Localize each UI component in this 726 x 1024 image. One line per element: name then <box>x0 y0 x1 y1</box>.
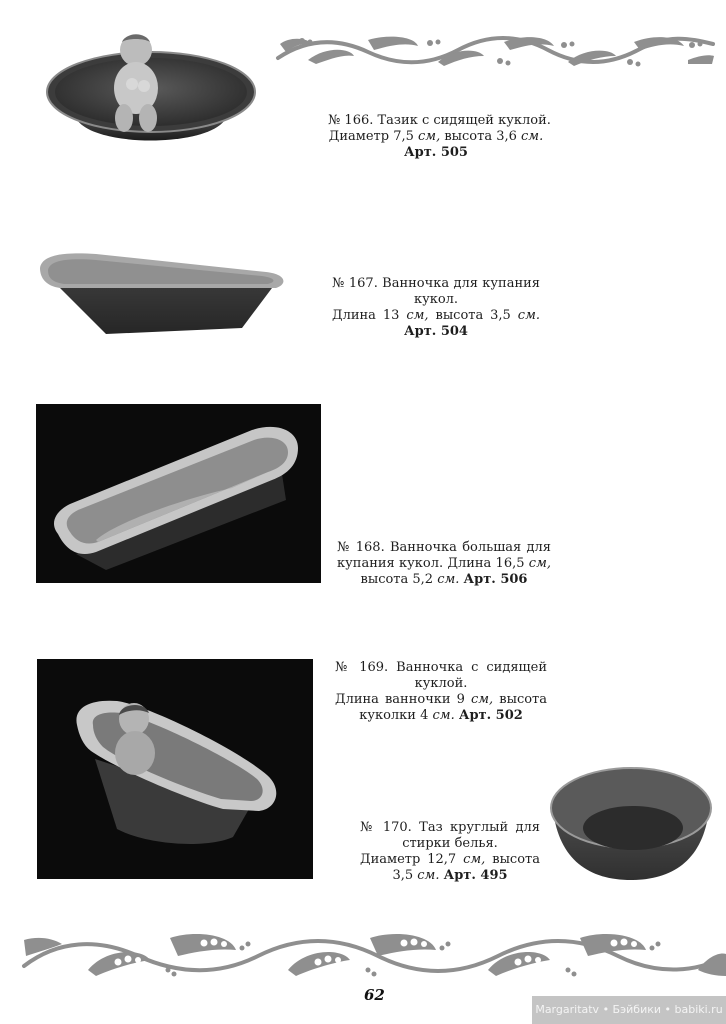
bottom-ornament-border <box>18 926 726 980</box>
item-169-title: № 169. Ванночка с сидящей <box>335 660 547 675</box>
item-168-caption <box>337 540 551 588</box>
item-167-caption <box>332 276 540 340</box>
page-number: 62 <box>364 986 385 1004</box>
item-167-dimensions: Длина 13 см, высота 3,5 см. <box>332 308 540 323</box>
item-170-title: № 170. Таз круглый для <box>360 820 540 835</box>
item-166-dimensions: Диаметр 7,5 см, высота 3,6 см. <box>328 129 544 144</box>
item-166-image <box>36 30 266 155</box>
item-167-title: № 167. Ванночка для купания <box>332 276 540 291</box>
item-169-title-cont: куклой. <box>414 676 468 691</box>
item-168-title: № 168. Ванночка большая для <box>337 540 551 555</box>
item-170-title-cont: стирки белья. <box>402 836 498 851</box>
item-169-height-article: куколки 4 см. Арт. 502 <box>359 708 523 723</box>
item-168-height-article: высота 5,2 см. Арт. 506 <box>360 572 528 587</box>
item-169-caption <box>335 660 547 724</box>
item-170-caption <box>360 820 540 884</box>
item-167-title-cont: кукол. <box>413 292 459 307</box>
item-169-length: Длина ванночки 9 см, высота <box>335 692 547 707</box>
item-170-image <box>545 764 715 884</box>
item-170-height-article: 3,5 см. Арт. 495 <box>392 868 508 883</box>
item-169-photo <box>37 659 313 879</box>
item-170-diameter: Диаметр 12,7 см, высота <box>360 852 540 867</box>
watermark: Margaritatv • Бэйбики • babiki.ru <box>532 996 726 1024</box>
item-168-length: купания кукол. Длина 16,5 см, <box>337 556 551 571</box>
top-ornament-border <box>268 30 720 70</box>
item-167-article: Арт. 504 <box>404 324 468 339</box>
item-166-article: Арт. 505 <box>404 145 468 160</box>
item-166-caption <box>328 113 551 161</box>
item-167-image <box>36 248 290 340</box>
item-166-title: № 166. Тазик с сидящей куклой. <box>328 113 551 128</box>
item-168-photo <box>36 404 321 583</box>
